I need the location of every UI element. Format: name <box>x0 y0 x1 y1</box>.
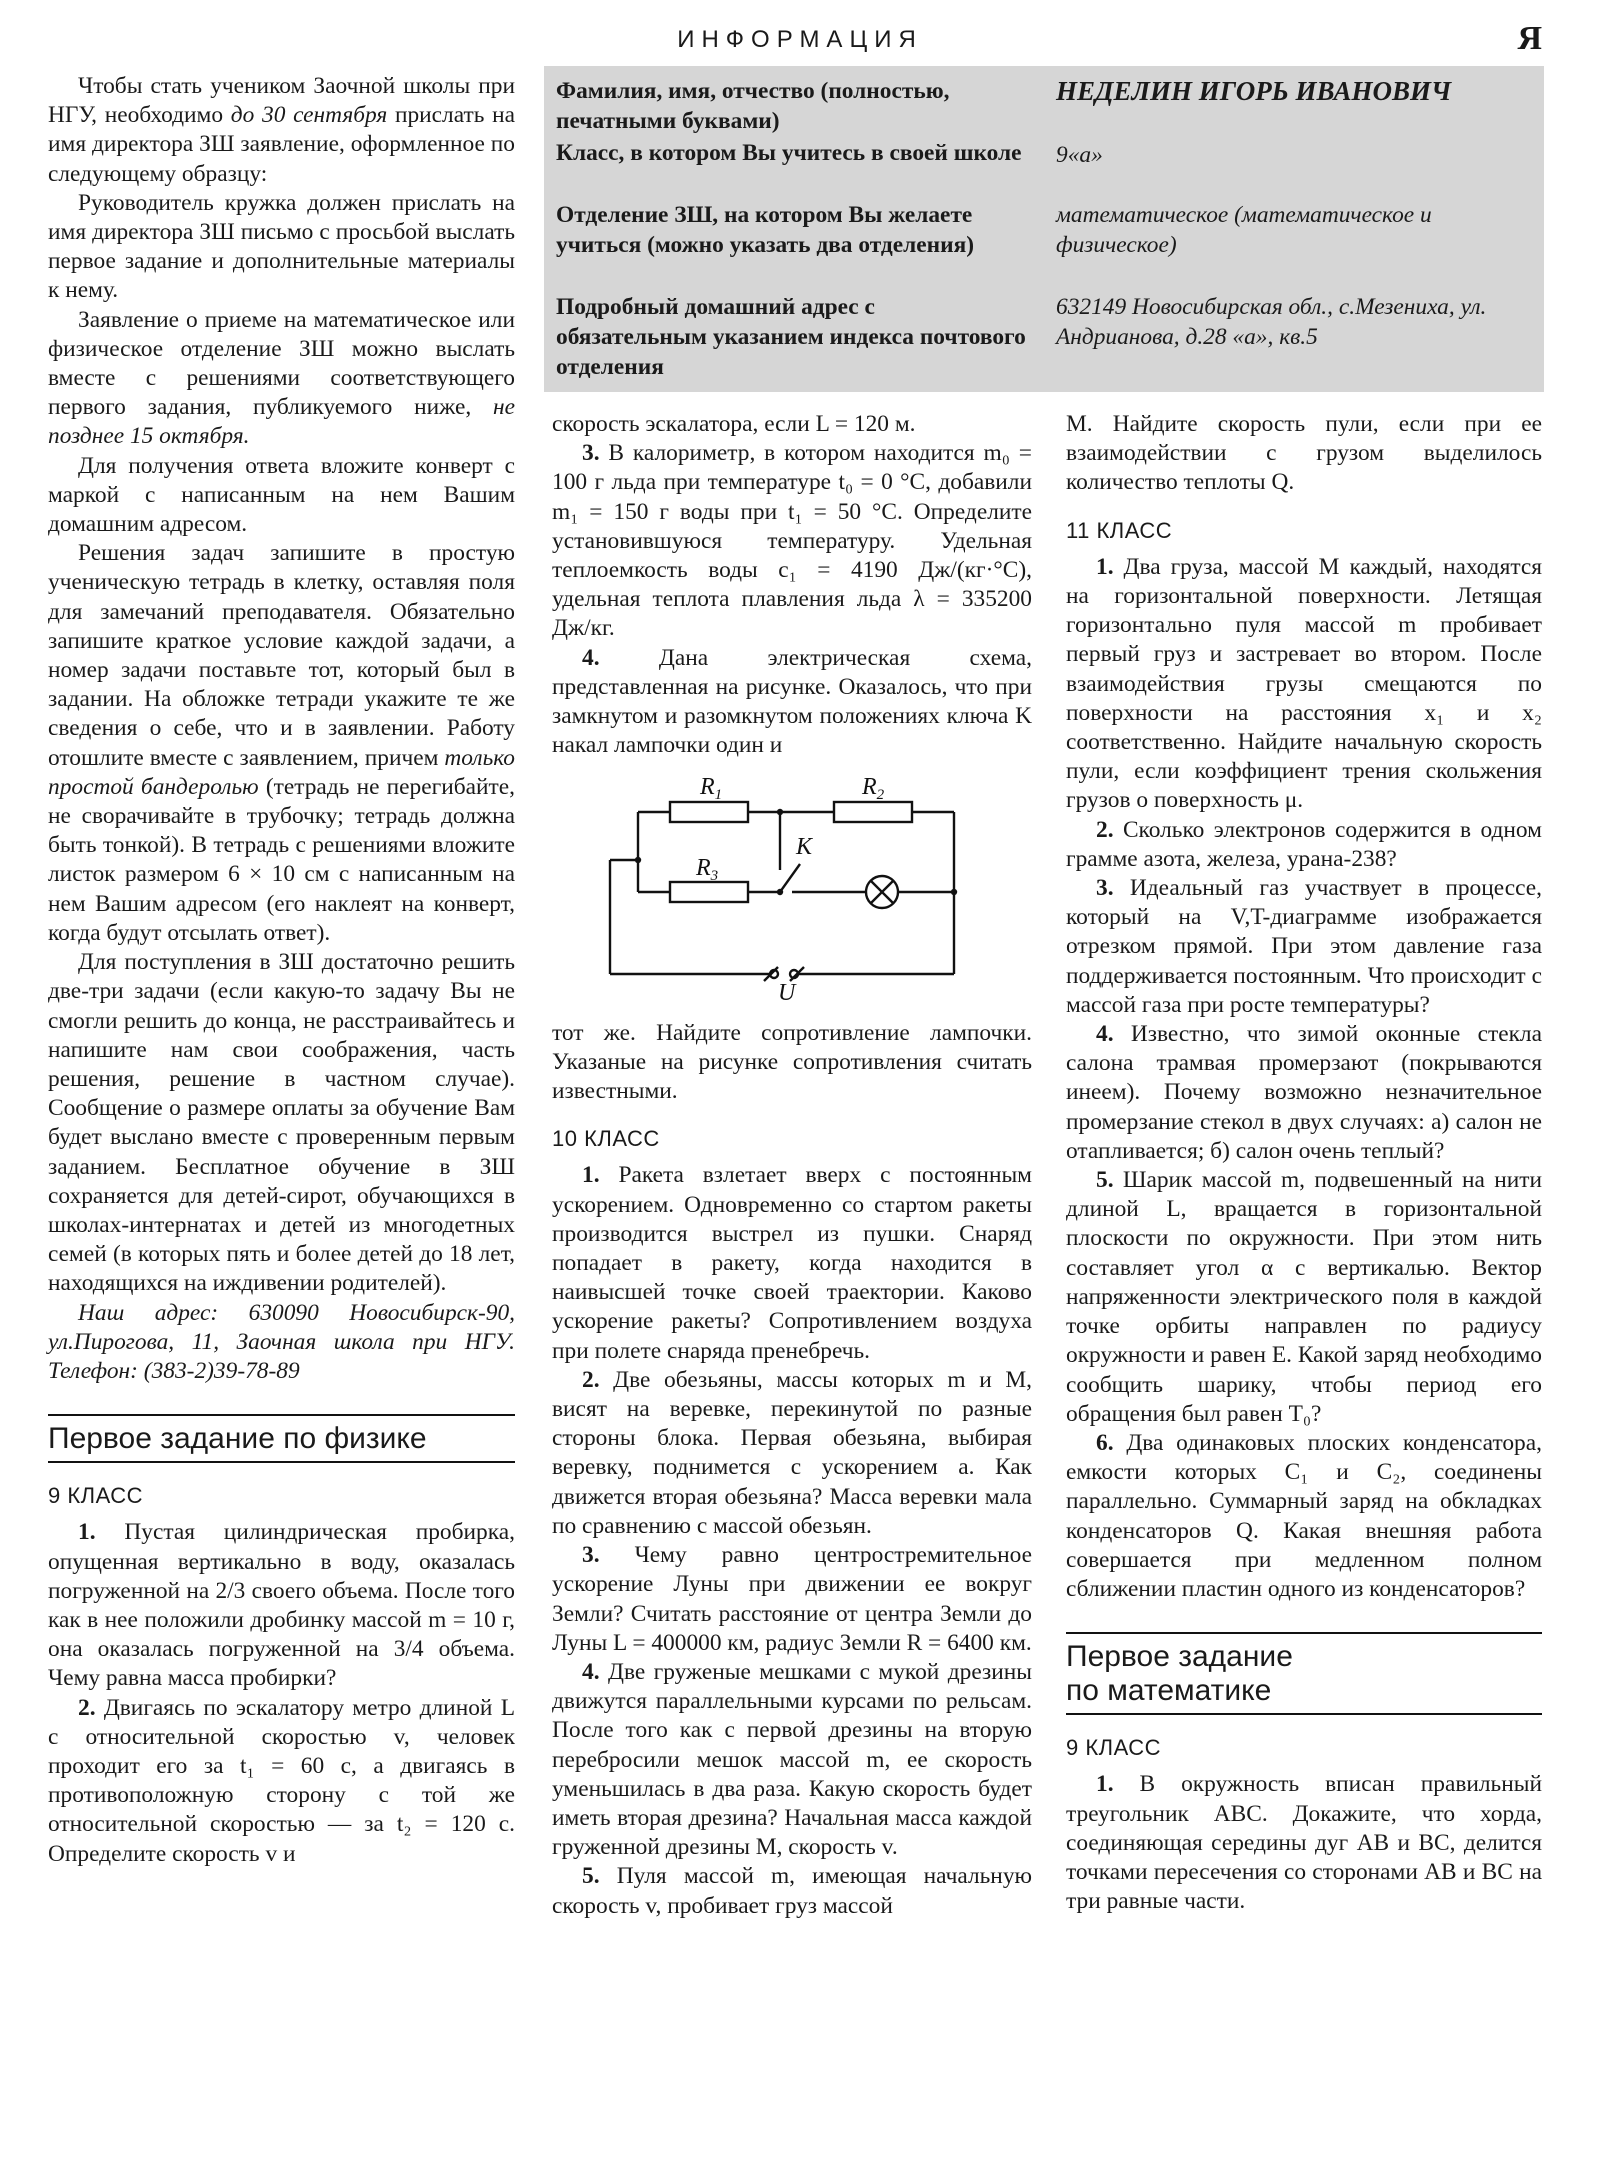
form-label: Фамилия, имя, отчество (полностью, печатными буквами) <box>556 78 950 134</box>
task-number: 1. <box>78 1519 96 1546</box>
task-number: 5. <box>582 1863 600 1890</box>
paragraph <box>48 539 515 948</box>
task-text: Две обезьяны, массы которых m и M, висят на веревке, перекинутой по разные стороны блока. Первая обезьяна, выбирая веревку, поднимется с ускорением a. Как движется вторая обезьяна? Масса веревки мала по сравнению с массой обезьян. <box>552 1366 1032 1539</box>
form-value: НЕДЕЛИН ИГОРЬ ИВАНОВИЧ <box>1056 76 1452 106</box>
task <box>48 1518 515 1693</box>
paragraph: Руководитель кружка должен прислать на имя директора ЗШ письмо с просьбой выслать первое задание и дополнительные материалы к нему. <box>48 189 515 304</box>
task-number: 1. <box>582 1162 600 1189</box>
task <box>1066 1020 1542 1166</box>
task-text: Пустая цилиндрическая пробирка, опущенная вертикально в воду, оказалась погруженной на 2/3 своего объема. После того как в нее положили дробинку массой m = 10 г, она оказалась погруженной на 3/4 объема. Чему равна масса пробирки? <box>48 1519 515 1692</box>
column-middle <box>552 410 1032 1921</box>
text: прислать на имя директора ЗШ заявление, оформленное по следующему образцу: <box>48 102 515 187</box>
column-left <box>48 72 515 1869</box>
task-number: 5. <box>1096 1167 1114 1194</box>
paragraph <box>48 72 515 189</box>
task-text: Ракета взлетает вверх с постоянным ускорением. Одновременно со стартом ракеты производится выстрел из пушки. Снаряд попадает в ракету, когда находится в наивысшей точке своей траектории. Каково ускорение ракеты? Сопротивлением воздуха при полете снаряда пренебречь. <box>552 1162 1032 1364</box>
task <box>552 1161 1032 1365</box>
section-title-physics: Первое задание по физике <box>48 1414 515 1463</box>
r1-label: $R_1$ <box>700 774 723 804</box>
source-label: U <box>778 980 796 1003</box>
task-number: 3. <box>1096 875 1114 902</box>
form-value: математическое (математическое и физическое) <box>1056 202 1432 258</box>
paragraph: Для поступления в ЗШ достаточно решить две-три задачи (если какую-то задачу Вы не смогли решить до конца, не расстраивайтесь и напишите нам свои соображения, часть решения, решение в частном случае). Сообщение о размере оплаты за обучение Вам будет выслано вместе с проверенным первым заданием. Бесплатное обучение в ЗШ сохраняется для детей-сирот, обучающихся в школах-интернатах и детей из многодетных семей (в которых пять и более детей до 18 лет, находящихся на иждивении родителей). <box>48 949 515 1297</box>
task <box>48 1694 515 1869</box>
task-text: Шарик массой m, подвешенный на нити длиной L, вращается в горизонтальной плоскости по окружности. При этом нить составляет угол α с вертикалью. Вектор напряженности электрического поля в каждой точке орбиты направлен по радиусу окружности и равен E. Какой заряд необходимо сообщить шарику, чтобы период его обращения был равен T₀? <box>1066 1167 1542 1427</box>
form-value: 9«а» <box>1056 142 1103 168</box>
task-text: Сколько электронов содержится в одном грамме азота, железа, урана-238? <box>1066 816 1542 872</box>
task <box>552 1541 1032 1658</box>
deadline-text: не позднее 15 октября. <box>48 394 515 450</box>
task-number: 1. <box>1096 553 1114 580</box>
form-label: Подробный домашний адрес с обязательным указанием индекса почтового отделения <box>556 294 1026 380</box>
task <box>1066 553 1542 816</box>
task <box>552 644 1032 761</box>
section-title-math <box>1066 1632 1542 1715</box>
column-right <box>1066 410 1542 1916</box>
task-number: 2. <box>1096 816 1114 843</box>
school-address: Наш адрес: 630090 Новосибирск-90, ул.Пирогова, 11, Заочная школа при НГУ. Телефон: (383-2)39-78-89 <box>48 1299 515 1384</box>
r3-label: $R_3$ <box>696 855 719 885</box>
form-value: 632149 Новосибирская обл., с.Мезениха, ул. Андрианова, д.28 «а», кв.5 <box>1056 294 1487 350</box>
deadline-text: до 30 сентября <box>230 102 388 129</box>
form-label: Отделение ЗШ, на котором Вы желаете учиться (можно указать два отделения) <box>556 202 975 258</box>
task-text: Два груза, массой M каждый, находятся на горизонтальной поверхности. Летящая горизонтально пуля массой m пробивает первый груз и застревает во втором. После взаимодействия грузы смещаются по поверхности на расстояния x₁ и x₂ соответственно. Найдите начальную скорость пули, если коэффициент трения скольжения грузов о поверхность μ. <box>1066 553 1542 814</box>
section-title-line: Первое задание <box>1066 1640 1293 1674</box>
task-text: Двигаясь по эскалатору метро длиной L с относительной скоростью v, человек проходит его за t₁ = 60 с, а двигаясь в противоположную сторону с той же относительной скоростью — за t₂ = 120 с. Определите скорость v и <box>48 1694 515 1867</box>
text: Решения задач запишите в простую ученическую тетрадь в клетку, оставляя поля для замечаний преподавателя. Обязательно запишите краткое условие каждой задачи, а номер задачи поставьте тот, который был в задании. На обложке тетради укажите те же сведения о себе, что и в заявлении. Работу отошлите вместе с заявлением, причем <box>48 540 515 771</box>
text: Заявление о приеме на математическое или физическое отделение ЗШ можно выслать вместе с решениями соответствующего первого задания, публикуемого ниже, <box>48 306 515 421</box>
form-label: Класс, в котором Вы учитесь в своей школе <box>556 140 1022 166</box>
circuit-diagram <box>552 774 1032 1010</box>
paragraph: Для получения ответа вложите конверт с маркой с написанным на нем Вашим домашним адресом. <box>48 452 515 538</box>
paragraph <box>48 306 515 452</box>
task-number: 6. <box>1096 1429 1114 1456</box>
task <box>552 439 1032 643</box>
class-heading: 10 КЛАСС <box>552 1126 660 1152</box>
task-continuation: скорость эскалатора, если L = 120 м. <box>552 411 916 437</box>
task <box>552 1862 1032 1920</box>
task-text: Две груженые мешками с мукой дрезины движутся параллельными курсами по рельсам. После того как с первой дрезины на вторую перебросили мешок массой m, ее скорость уменьшилась в два раза. Какую скорость будет иметь вторая дрезина? Начальная масса каждой груженной дрезины M, скорость v. <box>552 1658 1032 1861</box>
page-number: Я <box>1517 20 1542 57</box>
task <box>1066 1166 1542 1429</box>
task-text: В калориметр, в котором находится m₀ = 100 г льда при температуре t₀ = 0 °C, добавили m₁ = 150 г воды при t₁ = 50 °C. Определите установившуюся температуру. Удельная теплоемкость воды c₁ = 4190 Дж/(кг·°C), удельная теплота плавления льда λ = 335200 Дж/кг. <box>552 440 1032 642</box>
task-text: Идеальный газ участвует в процессе, который на V,T-диаграмме изображается отрезком прямой. При этом давление газа поддерживается постоянным. Что происходит с массой газа при росте температуры? <box>1066 875 1542 1018</box>
text: Чтобы стать учеником Заочной школы при НГУ, необходимо <box>48 73 515 129</box>
task-text: Чему равно центростремительное ускорение Луны при движении ее вокруг Земли? Считать расстояние от центра Земли до Луны L = 400000 км, радиус Земли R = 6400 км. <box>552 1542 1032 1656</box>
task-text: Пуля массой m, имеющая начальную скорость v, пробивает груз массой <box>552 1863 1032 1919</box>
class-heading: 11 КЛАСС <box>1066 517 1173 543</box>
text: (тетрадь не перегибайте, не сворачивайте в трубочку; тетрадь должна быть тонкой). В тетрадь с решениями вложите листок размером 6 × 10 см с написанным на нем Вашим адресом (его наклеят на конверт, когда будут отсылать ответ). <box>48 773 515 946</box>
task <box>1066 816 1542 874</box>
section-title-line: по математике <box>1066 1674 1272 1708</box>
task-continuation: M. Найдите скорость пули, если при ее взаимодействии с грузом выделилось количество теплоты Q. <box>1066 411 1542 496</box>
task-text: В окружность вписан правильный треугольник ABC. Докажите, что хорда, соединяющая середины дуг AB и BC, делится точками пересечения со сторонами AB и BC на три равные части. <box>1066 1771 1542 1915</box>
task-text: Дана электрическая схема, представленная на рисунке. Оказалось, что при замкнутом и разомкнутом положениях ключа K накал лампочки один и <box>552 644 1032 759</box>
class-heading: 9 КЛАСС <box>48 1483 144 1509</box>
task-text: Известно, что зимой оконные стекла салона трамвая промерзают (покрываются инеем). Почему возможно незначительное промерзание стекол в двух случаях: а) салон не отапливается; б) салон очень теплый? <box>1066 1021 1542 1164</box>
task-number: 2. <box>78 1694 96 1721</box>
circuit-svg <box>552 774 1032 1002</box>
task <box>1066 1429 1542 1604</box>
task-number: 4. <box>582 644 600 671</box>
task-number: 1. <box>1096 1771 1114 1798</box>
task-text: Два одинаковых плоских конденсатора, емкости которых C₁ и C₂, соединены параллельно. Суммарный заряд на обкладках конденсаторов Q. Какая внешняя работа совершается при медленном полном сближении пластин одного из конденсаторов? <box>1066 1429 1542 1602</box>
task <box>552 1658 1032 1862</box>
task <box>1066 874 1542 1020</box>
task-number: 2. <box>582 1366 600 1393</box>
running-title: ИНФОРМАЦИЯ <box>677 26 923 53</box>
class-heading: 9 КЛАСС <box>1066 1735 1162 1761</box>
task <box>552 1366 1032 1541</box>
task-continuation: тот же. Найдите сопротивление лампочки. Указаные на рисунке сопротивления считать известными. <box>552 1019 1032 1105</box>
emphasis-text: только простой бандеролью <box>48 744 515 800</box>
task-number: 4. <box>1096 1021 1114 1048</box>
task-number: 3. <box>582 1542 600 1569</box>
r2-label: $R_2$ <box>862 774 885 804</box>
task-number: 3. <box>582 440 600 467</box>
task <box>1066 1770 1542 1916</box>
application-sample-box <box>544 66 1544 392</box>
key-label: K <box>796 834 813 861</box>
task-number: 4. <box>582 1658 600 1685</box>
